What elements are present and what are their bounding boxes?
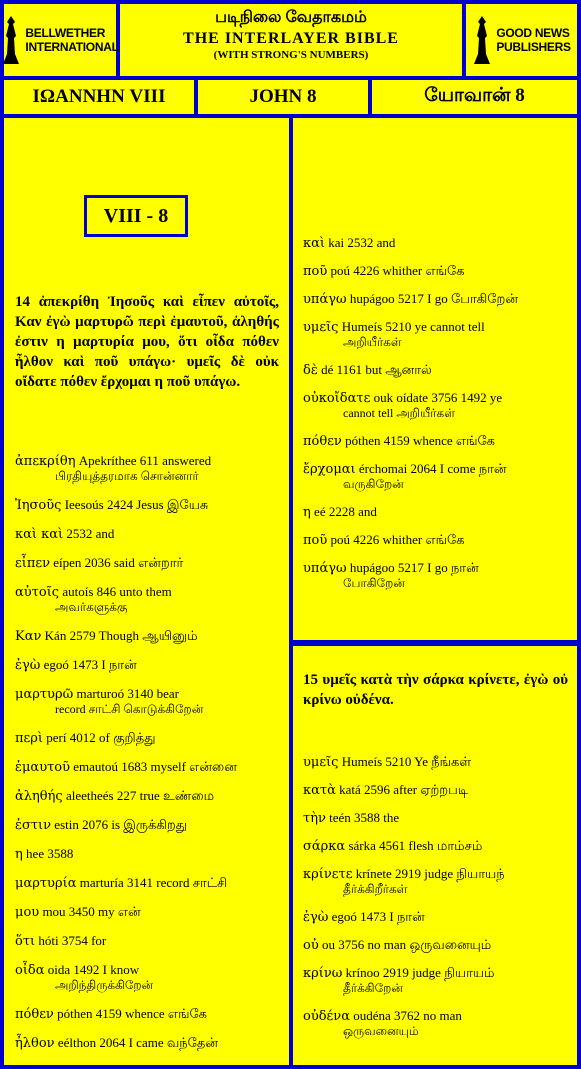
greek-word: καὶ καὶ	[15, 527, 64, 542]
word-gloss: sárka 4561 flesh மாம்சம்	[348, 838, 483, 853]
word-entry	[303, 909, 568, 925]
word-entry	[15, 497, 279, 513]
word-gloss-continued: ஒருவனையும்	[343, 1024, 419, 1038]
word-gloss: oudéna 3762 no man	[353, 1008, 462, 1023]
greek-word: οἶδα	[15, 963, 45, 978]
word-gloss-continued: அறியீர்கள்	[343, 335, 402, 349]
greek-word: κρίνω	[303, 966, 343, 981]
word-gloss: egoó 1473 I நான்	[43, 657, 137, 672]
greek-word: περὶ	[15, 731, 44, 746]
word-gloss: érchomai 2064 I come நான்	[358, 461, 507, 476]
word-gloss: póthen 4159 whence எங்கே	[345, 433, 495, 448]
word-gloss: mou 3450 my என்	[42, 904, 141, 919]
word-gloss: eélthon 2064 I came வந்தேன்	[57, 1035, 218, 1050]
word-entry	[15, 904, 279, 920]
verse-14-text: 14 ἀπεκρίθη Ἰησοῦς καὶ εἶπεν αὐτοῖς, Καν ἐγὼ μαρτυρῶ περὶ ἐμαυτοῦ, ἀληθής ἐστιν η μαρτυρία μου, ὅτι οἶδα πόθεν ἦλθον καὶ ποῦ υπάγω· υμεῖς δὲ οὐκ οἴδατε πόθεν ἔρχομαι η ποῦ υπάγω.	[15, 294, 279, 390]
word-gloss: hupágoo 5217 I go நான்	[349, 560, 479, 575]
word-entry	[15, 453, 279, 484]
word-gloss: emautoú 1683 myself என்னை	[73, 759, 237, 774]
greek-word: υπάγω	[303, 292, 347, 307]
right-logo-line2: PUBLISHERS	[496, 40, 571, 54]
word-entry	[303, 390, 568, 421]
word-entry	[15, 875, 279, 891]
word-entry	[303, 965, 568, 996]
word-entry	[303, 362, 568, 378]
greek-word: σάρκα	[303, 839, 346, 854]
word-entry	[15, 628, 279, 644]
word-entry	[15, 1035, 279, 1051]
word-entry	[15, 686, 279, 717]
greek-word: οὐκοἴδατε	[303, 391, 371, 406]
word-entry	[15, 584, 279, 615]
trumpeter-icon	[472, 14, 492, 66]
word-gloss: ouk oídate 3756 1492 ye	[373, 390, 503, 405]
verse-15-text: 15 υμεῖς κατὰ τὴν σάρκα κρίνετε, ἐγὼ οὐ κρίνω οὐδένα.	[303, 672, 568, 708]
greek-word: ἐγὼ	[303, 910, 329, 925]
word-entry	[303, 504, 568, 520]
word-entry	[15, 1006, 279, 1022]
word-gloss: Apekríthee 611 answered	[78, 453, 212, 468]
word-entry	[303, 810, 568, 826]
word-entry	[303, 1008, 568, 1039]
word-gloss-continued: cannot tell அறியீர்கள்	[343, 406, 456, 420]
word-entry	[303, 560, 568, 591]
word-entry	[15, 555, 279, 571]
greek-word: ἐμαυτοῦ	[15, 760, 71, 775]
word-entry	[15, 730, 279, 746]
greek-word: ἀπεκρίθη	[15, 454, 76, 469]
word-entry	[15, 657, 279, 673]
word-entry	[15, 962, 279, 993]
title-block	[120, 4, 462, 76]
word-entry	[303, 319, 568, 350]
greek-word: ἀληθής	[15, 789, 63, 804]
greek-word: υμεῖς	[303, 320, 339, 335]
greek-word: Ἰησοῦς	[15, 498, 62, 513]
greek-word: καὶ	[303, 236, 326, 251]
english-book-label: JOHN 8	[198, 80, 368, 114]
word-gloss: ou 3756 no man ஒருவனையும்	[321, 937, 492, 952]
word-gloss-continued: record சாட்சி கொடுக்கிறேன்	[55, 702, 204, 716]
word-gloss: poú 4226 whither எங்கே	[330, 263, 465, 278]
greek-word: μαρτυρία	[15, 876, 77, 891]
word-entry	[303, 838, 568, 854]
greek-word: οὐ	[303, 938, 319, 953]
word-gloss-continued: அறிந்திருக்கிறேன்	[55, 978, 154, 992]
word-gloss-continued: தீர்க்கிறேன்	[343, 981, 403, 995]
word-entry	[303, 263, 568, 279]
word-gloss: teén 3588 the	[329, 810, 400, 825]
greek-word: τὴν	[303, 811, 326, 826]
word-entry	[303, 291, 568, 307]
word-entry	[303, 433, 568, 449]
greek-word: ποῦ	[303, 533, 328, 548]
bellwether-logo	[4, 4, 119, 76]
word-gloss: poú 4226 whither எங்கே	[330, 532, 465, 547]
word-entry	[303, 532, 568, 548]
word-entry	[15, 526, 279, 542]
greek-word: ὅτι	[15, 934, 36, 949]
word-entry	[303, 461, 568, 492]
word-gloss: krínete 2919 judge நியாயந்	[355, 866, 505, 881]
word-gloss: Humeís 5210 Ye நீங்கள்	[341, 754, 472, 769]
word-gloss: hee 3588	[26, 846, 74, 861]
word-gloss: póthen 4159 whence எங்கே	[57, 1006, 207, 1021]
greek-word: ἦλθον	[15, 1036, 55, 1051]
word-gloss: krínoo 2919 judge நியாயம்	[345, 965, 495, 980]
greek-word: οὐδένα	[303, 1009, 350, 1024]
greek-word: πόθεν	[15, 1007, 54, 1022]
word-gloss: hupágoo 5217 I go போகிறேன்	[349, 291, 518, 306]
word-entry	[303, 754, 568, 770]
word-gloss: Ieesoús 2424 Jesus இயேசு	[64, 497, 209, 512]
greek-word: δὲ	[303, 363, 318, 378]
right-logo-line1: GOOD NEWS	[496, 26, 570, 40]
word-gloss: Humeís 5210 ye cannot tell	[341, 319, 485, 334]
greek-word: η	[303, 505, 311, 520]
word-gloss-continued: பிரதியுத்தரமாக சொன்னார்	[55, 469, 199, 483]
greek-word: κατὰ	[303, 783, 336, 798]
greek-word: υμεῖς	[303, 755, 339, 770]
tamil-book-label: யோவான் 8	[372, 80, 577, 114]
word-gloss: marturoó 3140 bear	[76, 686, 179, 701]
verse-14-word-list	[15, 453, 279, 1064]
greek-word: πόθεν	[303, 434, 342, 449]
word-gloss: dé 1161 but ஆனால்	[321, 362, 432, 377]
greek-word: εἶπεν	[15, 556, 51, 571]
word-gloss: oida 1492 I know	[47, 962, 140, 977]
word-gloss-continued: தீர்க்கிறீர்கள்	[343, 882, 408, 896]
word-gloss: kai 2532 and	[328, 235, 396, 250]
greek-word: ἔρχομαι	[303, 462, 356, 477]
word-gloss: hóti 3754 for	[38, 933, 107, 948]
word-gloss: estin 2076 is இருக்கிறது	[54, 817, 188, 832]
greek-word: κρίνετε	[303, 867, 353, 882]
word-gloss-continued: அவர்களுக்கு	[55, 600, 128, 614]
verse-14-continued-word-list	[303, 235, 568, 603]
word-gloss-continued: போகிறேன்	[343, 576, 405, 590]
word-gloss: aleetheés 227 true உண்மை	[65, 788, 215, 803]
verse-15-word-list	[303, 754, 568, 1051]
word-entry	[15, 759, 279, 775]
word-gloss: marturía 3141 record சாட்சி	[79, 875, 228, 890]
greek-book-label: ΙΩΑΝΝΗΝ VIII	[4, 80, 194, 114]
word-gloss: autoís 846 unto them	[62, 584, 172, 599]
chapter-verse-label: VIII - 8	[84, 195, 188, 237]
word-gloss: eé 2228 and	[314, 504, 377, 519]
word-gloss: eípen 2036 said என்றார்	[53, 555, 184, 570]
good-news-logo	[466, 4, 577, 76]
word-gloss-continued: வருகிறேன்	[343, 477, 404, 491]
word-entry	[303, 782, 568, 798]
word-gloss: 2532 and	[66, 526, 115, 541]
word-entry	[15, 846, 279, 862]
left-logo-line1: BELLWETHER	[25, 26, 106, 40]
word-entry	[15, 817, 279, 833]
word-gloss: Kán 2579 Though ஆயினும்	[44, 628, 198, 643]
greek-word: υπάγω	[303, 561, 347, 576]
word-entry	[303, 937, 568, 953]
word-entry	[303, 866, 568, 897]
greek-word: ποῦ	[303, 264, 328, 279]
greek-word: μου	[15, 905, 40, 920]
greek-word: ἐστιν	[15, 818, 52, 833]
english-title: THE INTERLAYER BIBLE	[183, 30, 399, 47]
greek-word: μαρτυρῶ	[15, 687, 74, 702]
word-entry	[303, 235, 568, 251]
greek-word: Καν	[15, 629, 42, 644]
greek-word: η	[15, 847, 23, 862]
word-gloss: egoó 1473 I நான்	[331, 909, 425, 924]
tamil-title: படிநிலை வேதாகமம்	[215, 9, 367, 26]
word-gloss: katá 2596 after ஏற்றபடி	[339, 782, 469, 797]
left-logo-line2: INTERNATIONAL	[25, 40, 119, 54]
word-entry	[15, 933, 279, 949]
word-entry	[15, 788, 279, 804]
greek-word: ἐγὼ	[15, 658, 41, 673]
word-gloss: perí 4012 of குறித்து	[46, 730, 156, 745]
greek-word: αὐτοῖς	[15, 585, 60, 600]
subtitle: (WITH STRONG'S NUMBERS)	[213, 49, 369, 61]
trumpeter-icon	[1, 14, 21, 66]
